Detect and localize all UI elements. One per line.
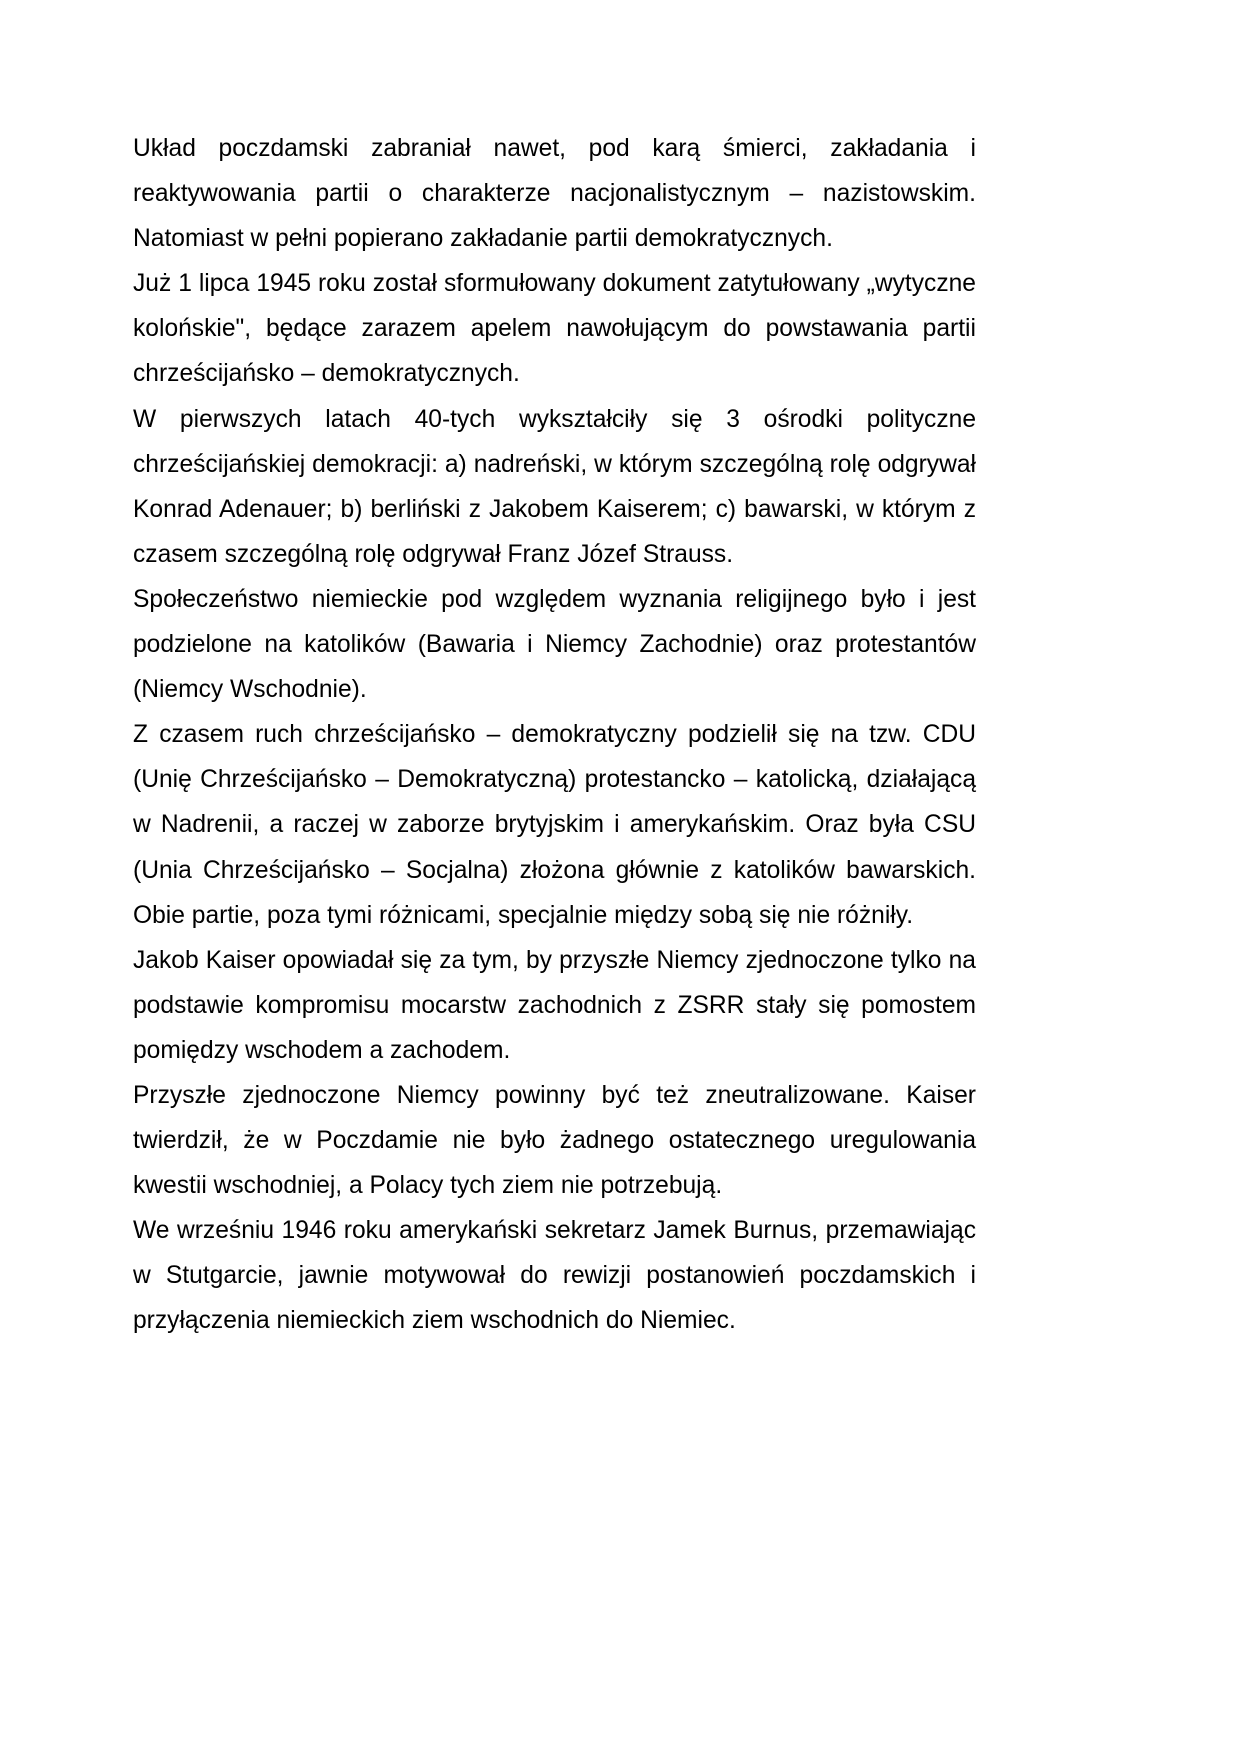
paragraph-religious-division: Społeczeństwo niemieckie pod względem wyznania religijnego było i jest podzielone na katolików (Bawaria i Niemcy Zachodnie) oraz protestantów (Niemcy Wschodnie). [133,585,976,704]
paragraph-jakob-kaiser: Jakob Kaiser opowiadał się za tym, by przyszłe Niemcy zjednoczone tylko na podstawie kompromisu mocarstw zachodnich z ZSRR stały się pomostem pomiędzy wschodem a zachodem. [133,946,976,1064]
paragraph-cologne-guidelines: Już 1 lipca 1945 roku został sformułowany dokument zatytułowany „wytyczne kolońskie", będące zarazem apelem nawołującym do powstawania partii chrześcijańsko – demokratycznych. [133,270,976,388]
paragraph-political-centres: W pierwszych latach 40-tych wykształciły się 3 ośrodki polityczne chrześcijańskiej demokracji: a) nadreński, w którym szczególną rolę odgrywał Konrad Adenauer; b) berliński z Jakobem Kaiserem; c) bawarski, w którym z czasem szczególną rolę odgrywał Franz Józef Strauss. [133,405,976,568]
document-body [133,126,976,1344]
paragraph-potsdam-agreement: Układ poczdamski zabraniał nawet, pod karą śmierci, zakładania i reaktywowania partii o charakterze nacjonalistycznym – nazistowskim. Natomiast w pełni popierano zakładanie partii demokratycznych. [133,135,976,253]
paragraph-cdu-csu: Z czasem ruch chrześcijańsko – demokratyczny podzielił się na tzw. CDU (Unię Chrześcijańsko – Demokratyczną) protestancko – katolicką, działającą w Nadrenii, a raczej w zaborze brytyjskim i amerykańskim. Oraz była CSU (Unia Chrześcijańsko – Socjalna) złożona głównie z katolików bawarskich. Obie partie, poza tymi różnicami, specjalnie między sobą się nie różniły. [133,721,976,929]
paragraph-neutralization: Przyszłe zjednoczone Niemcy powinny być też zneutralizowane. Kaiser twierdził, że w Poczdamie nie było żadnego ostatecznego uregulowania kwestii wschodniej, a Polacy tych ziem nie potrzebują. [133,1081,976,1200]
paragraph-stuttgart-speech: We wrześniu 1946 roku amerykański sekretarz Jamek Burnus, przemawiając w Stutgarcie, jawnie motywował do rewizji postanowień poczdamskich i przyłączenia niemieckich ziem wschodnich do Niemiec. [133,1217,976,1335]
